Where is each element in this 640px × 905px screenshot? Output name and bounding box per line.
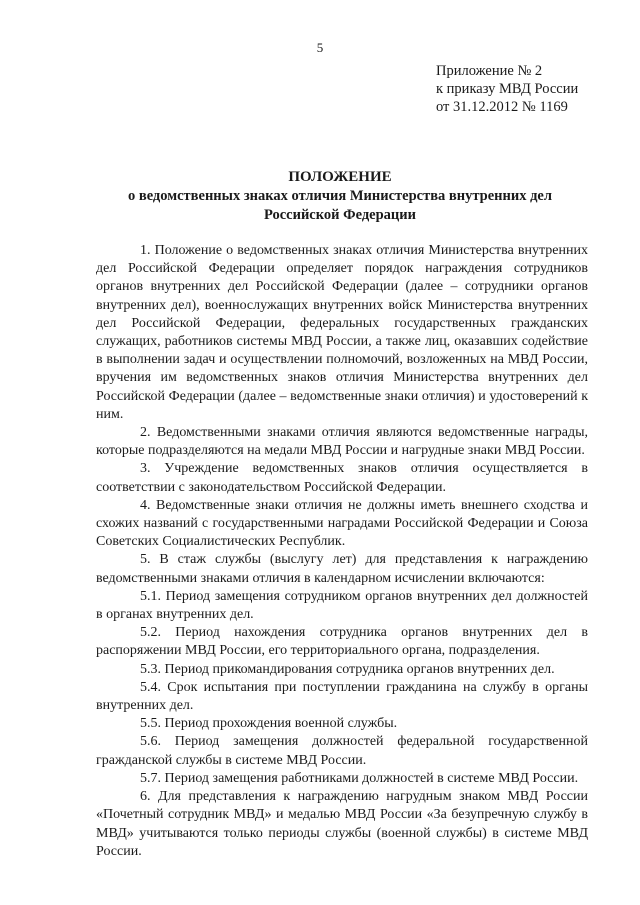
appendix-line-3: от 31.12.2012 № 1169 xyxy=(436,99,568,115)
paragraph-5-6: 5.6. Период замещения должностей федеральной государственной гражданской службы в системе МВД России. xyxy=(96,734,588,768)
document-body xyxy=(96,242,588,861)
paragraph-5: 5. В стаж службы (выслугу лет) для представления к награждению ведомственными знаками отличия в календарном исчислении включаются: xyxy=(96,552,588,586)
paragraph-4: 4. Ведомственные знаки отличия не должны иметь внешнего сходства и схожих названий с государственными наградами Российской Федерации и Союза Советских Социалистических Республик. xyxy=(96,497,588,550)
title-line-2: о ведомственных знаках отличия Министерства внутренних дел xyxy=(127,188,553,204)
appendix-line-1: Приложение № 2 xyxy=(436,63,543,79)
paragraph-1: 1. Положение о ведомственных знаках отличия Министерства внутренних дел Российской Федерации определяет порядок награждения сотрудников органов внутренних дел Российской Федерации (далее – сотрудники органов внутренних дел), военнослужащих внутренних войск Министерства внутренних дел Российской Федерации, федеральных государственных гражданских служащих, работников системы МВД России, а также лиц, оказавших содействие в выполнении задач и осуществлении полномочий, возложенных на МВД России, вручения им ведомственных знаков отличия Министерства внутренних дел Российской Федерации (далее – ведомственные знаки отличия) и удостоверений к ним. xyxy=(96,243,588,422)
paragraph-3: 3. Учреждение ведомственных знаков отличия осуществляется в соответствии с законодательством Российской Федерации. xyxy=(96,461,588,495)
appendix-line-2: к приказу МВД России xyxy=(436,81,579,97)
appendix-reference xyxy=(436,62,578,116)
paragraph-6: 6. Для представления к награждению нагрудным знаком МВД России «Почетный сотрудник МВД» и медалью МВД России «За безупречную службу в МВД» учитываются только периоды службы (военной службы) в системе МВД России. xyxy=(96,789,588,859)
paragraph-5-7: 5.7. Период замещения работниками должностей в системе МВД России. xyxy=(140,770,579,786)
paragraph-5-3: 5.3. Период прикомандирования сотрудника органов внутренних дел. xyxy=(140,661,555,677)
title-line-3: Российской Федерации xyxy=(263,207,416,223)
paragraph-5-2: 5.2. Период нахождения сотрудника органов внутренних дел в распоряжении МВД России, его территориального органа, подразделения. xyxy=(96,625,588,659)
title-main: ПОЛОЖЕНИЕ xyxy=(288,169,392,185)
paragraph-5-1: 5.1. Период замещения сотрудником органов внутренних дел должностей в органах внутренних дел. xyxy=(96,588,588,623)
paragraph-2: 2. Ведомственными знаками отличия являются ведомственные награды, которые подразделяются на медали МВД России и нагрудные знаки МВД России. xyxy=(96,425,588,459)
paragraph-5-4: 5.4. Срок испытания при поступлении гражданина на службу в органы внутренних дел. xyxy=(96,679,588,714)
document-title xyxy=(90,168,590,225)
paragraph-5-5: 5.5. Период прохождения военной службы. xyxy=(140,716,398,732)
page-number: 5 xyxy=(316,40,324,55)
